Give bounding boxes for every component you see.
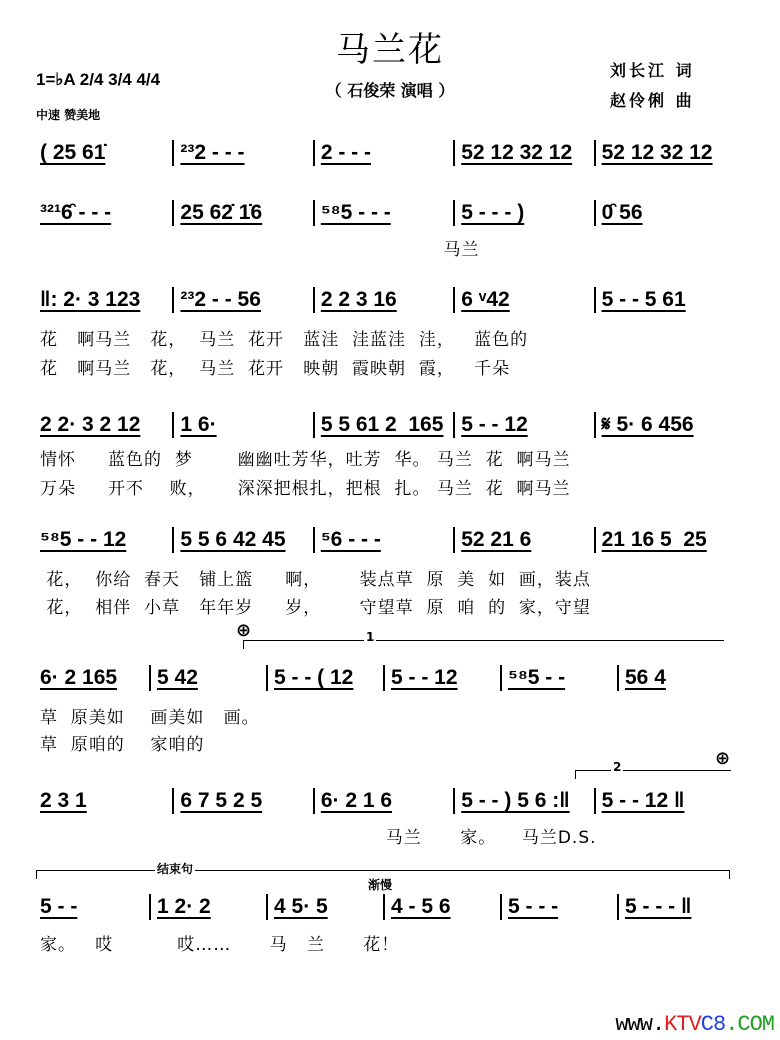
measure: ²³2 - - 56 — [174, 287, 314, 313]
measure: 52 12 32 12 — [601, 141, 713, 164]
music-line — [34, 200, 734, 226]
lyric-line: 花， 你给 春天 铺上篮 啊， 装点草 原 美 如 画，装点 — [40, 570, 591, 590]
ritardando-marking: 渐慢 — [368, 878, 393, 892]
music-line — [34, 665, 734, 691]
measure: 𝄋 5· 6 456 — [601, 413, 694, 436]
measure: ⁵⁸5 - - — [502, 665, 619, 691]
measure: 0̑ 56 — [601, 201, 643, 224]
measure: 56 4 — [625, 666, 666, 689]
measure: 5 - - ( 12 — [268, 665, 385, 691]
measure: ⁵⁸5 - - - — [315, 200, 455, 226]
music-line — [34, 894, 734, 920]
music-line — [34, 287, 734, 313]
volta-bracket-1: 1 — [243, 640, 724, 649]
lyric-line: 花， 相伴 小草 年年岁 岁， 守望草 原 咱 的 家，守望 — [40, 598, 591, 618]
measure: 2 2· 3 2 12 — [34, 412, 174, 438]
measure: 5 - - - ) — [455, 200, 595, 226]
measure: 6· 2 1 6 — [315, 788, 455, 814]
measure: 25 62̇ 1̇6 — [174, 200, 314, 226]
measure: 5 5 61 2 165 — [315, 412, 455, 438]
measure: 2 - - - — [315, 140, 455, 166]
measure: 2 2 3 16 — [315, 287, 455, 313]
measure: 5 5 6 42 45 — [174, 527, 314, 553]
music-line — [34, 412, 734, 438]
key-signature: 1=♭A 2/4 3/4 4/4 — [36, 70, 161, 89]
coda-sign-1: ⊕ — [236, 620, 252, 641]
measure: ‖: 2· 3 123 — [34, 287, 174, 313]
measure: 5 - - - ‖ — [625, 895, 692, 918]
lyric-line: 马兰 家。 马兰D.S. — [40, 828, 597, 848]
measure: 5 - - 12 — [455, 412, 595, 438]
measure: 6 7 5 2 5 — [174, 788, 314, 814]
measure: 1 6· — [174, 412, 314, 438]
lyric-line: 家。 哎 哎…… 马 兰 花！ — [40, 935, 400, 955]
measure: ⁵6 - - - — [315, 527, 455, 553]
measure: 1 2· 2 — [151, 894, 268, 920]
coda-sign-2: ⊕ — [715, 748, 731, 769]
measure: 5 - - 12 — [385, 665, 502, 691]
measure: 5 42 — [151, 665, 268, 691]
measure: 6 ᵛ42 — [455, 287, 595, 313]
measure: 6· 2 165 — [34, 665, 151, 691]
lyric-line: 草 原咱的 家咱的 — [40, 735, 205, 755]
measure: 21 16 5 25 — [601, 528, 707, 551]
measure: 5 - - 5 61 — [601, 288, 686, 311]
volta-bracket-2: 2 — [575, 770, 731, 779]
measure: ⁵⁸5 - - 12 — [34, 527, 174, 553]
lyricist-credit: 刘长江 词 — [610, 61, 695, 80]
measure: 5 - - - — [502, 894, 619, 920]
music-line — [34, 140, 734, 166]
measure: 52 12 32 12 — [455, 140, 595, 166]
measure: 52 21 6 — [455, 527, 595, 553]
music-line — [34, 527, 734, 553]
measure: ²³2 - - - — [174, 140, 314, 166]
ending-bracket: 结束句 — [36, 870, 730, 879]
measure: ( 25 61̇ — [34, 140, 174, 166]
lyric-line: 花 啊马兰 花， 马兰 花开 蓝洼 洼蓝洼 洼， 蓝色的 — [40, 330, 529, 350]
measure: ³²¹6̑ - - - — [34, 200, 174, 226]
measure: 5 - - — [34, 894, 151, 920]
singer-credit: （ 石俊荣 演唱 ） — [325, 81, 455, 100]
measure: 5 - - 12 ‖ — [601, 789, 685, 812]
lyric-line: 草 原美如 画美如 画。 — [40, 708, 260, 728]
lyric-line: 万朵 开不 败， 深深把根扎，把根 扎。 马兰 花 啊马兰 — [40, 479, 571, 499]
lyric-line: 情怀 蓝色的 梦 幽幽吐芳华，吐芳 华。 马兰 花 啊马兰 — [40, 450, 571, 470]
measure: 4 - 5 6 — [385, 894, 502, 920]
lyric-line: 马兰 — [40, 240, 480, 260]
measure: 4 5· 5 — [268, 894, 385, 920]
watermark: www.KTVC8.COM — [615, 1012, 774, 1037]
music-line — [34, 788, 734, 814]
song-title: 马兰花 — [336, 30, 444, 70]
tempo-marking: 中速 赞美地 — [36, 108, 101, 122]
lyric-line: 花 啊马兰 花， 马兰 花开 映朝 霞映朝 霞， 千朵 — [40, 359, 511, 379]
composer-credit: 赵伶俐 曲 — [610, 91, 695, 110]
measure: 2 3 1 — [34, 788, 174, 814]
measure: 5 - - ) 5 6 :‖ — [455, 788, 595, 814]
